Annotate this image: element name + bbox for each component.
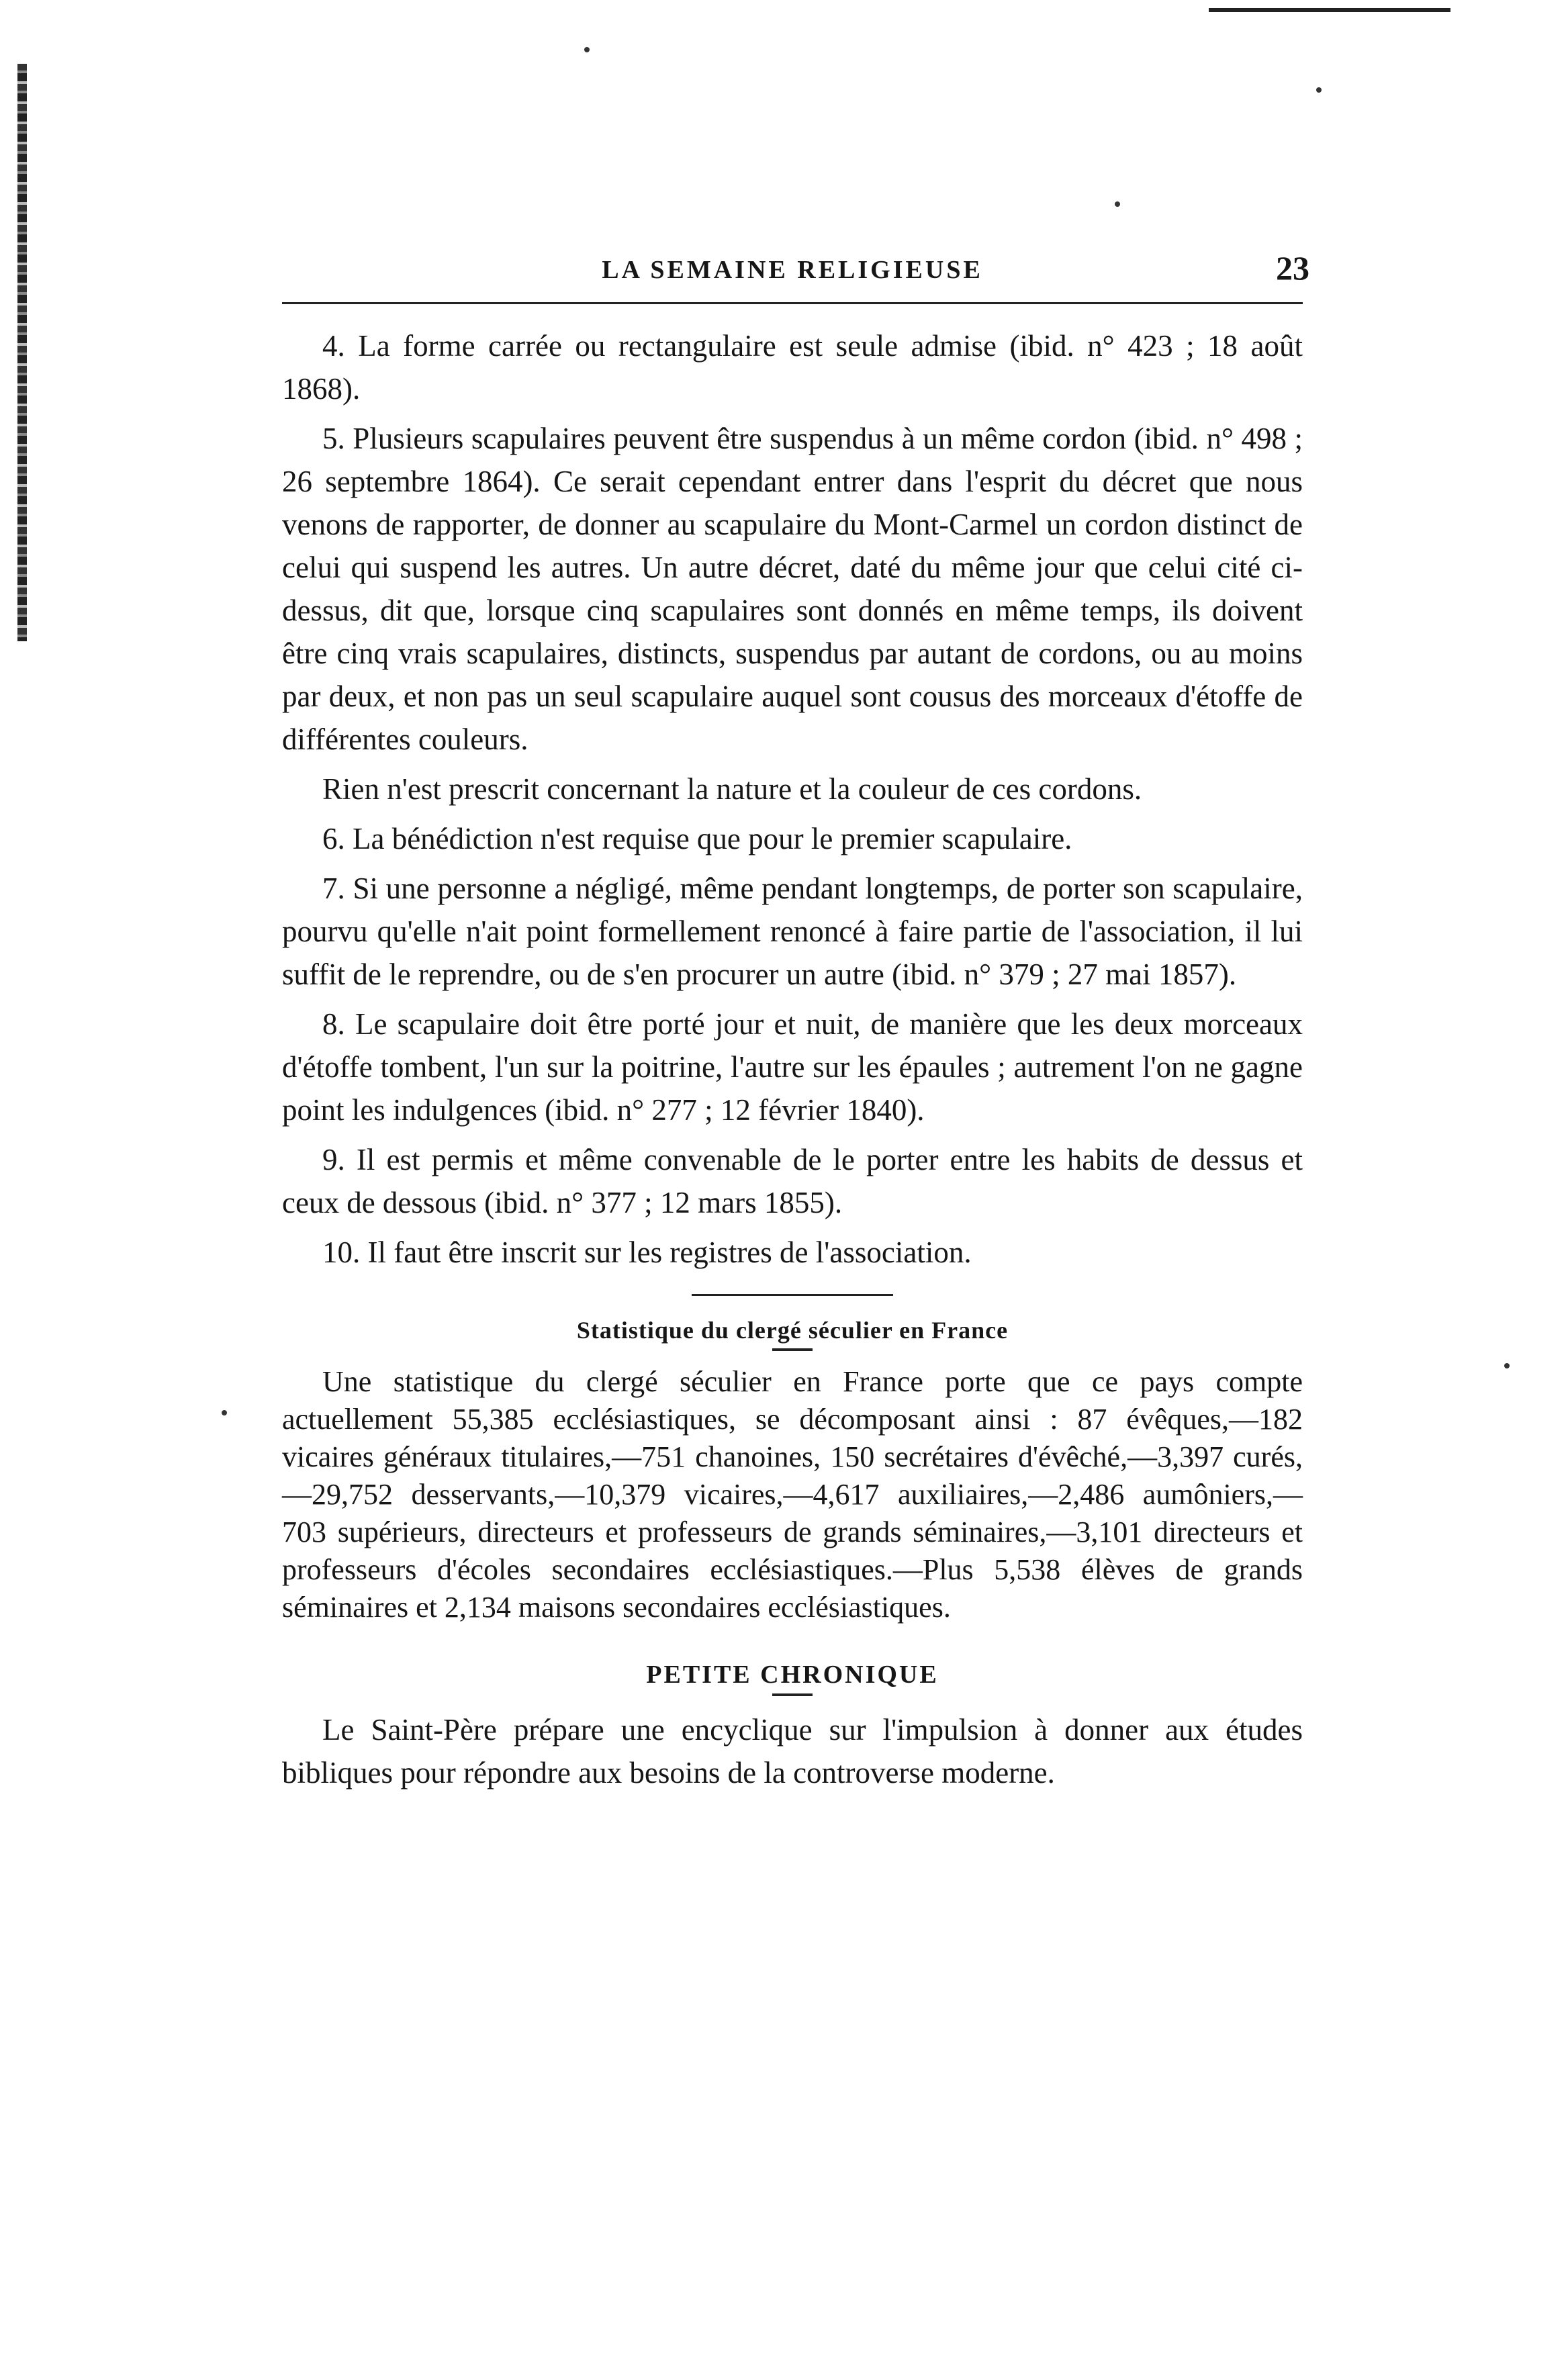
title-dash: [772, 1693, 813, 1696]
scan-speck: [1316, 87, 1322, 93]
paragraph-10: 10. Il faut être inscrit sur les registres de l'association.: [322, 1236, 972, 1269]
scan-speck: [584, 47, 590, 52]
statistique-paragraph: Une statistique du clergé séculier en France porte que ce pays compte actuellement 55,385 ecclésiastiques, se décomposant ainsi : 87 évêques,—182 vicaires généraux titulaires,—751 chanoines, 150 secrétaires d'évêché,—3,397 curés,—29,752 desservants,—10,379 vicaires,—4,617 auxiliaires,—2,486 aumôniers,—703 supérieurs, directeurs et professeurs de grands séminaires,—3,101 directeurs et professeurs d'écoles secondaires ecclésiastiques.—Plus 5,538 élèves de grands séminaires et 2,134 maisons secondaires ecclésiastiques.: [282, 1365, 1303, 1624]
scan-speck: [1504, 1363, 1510, 1368]
scan-speck: [1115, 201, 1120, 207]
running-title: LA SEMAINE RELIGIEUSE: [602, 256, 983, 284]
paragraph-4: 4. La forme carrée ou rectangulaire est seule admise (ibid. n° 423 ; 18 août 1868).: [282, 329, 1303, 406]
page-content: [282, 242, 1309, 1801]
paragraph-9: 9. Il est permis et même convenable de le porter entre les habits de dessus et ceux de dessous (ibid. n° 377 ; 12 mars 1855).: [282, 1143, 1303, 1219]
page-number: 23: [1276, 249, 1309, 287]
paragraph-7: 7. Si une personne a négligé, même pendant longtemps, de porter son scapulaire, pourvu qu'elle n'ait point formellement renoncé à faire partie de l'association, il lui suffit de le reprendre, ou de s'en procurer un autre (ibid. n° 379 ; 27 mai 1857).: [282, 872, 1303, 991]
chronique-paragraph: Le Saint-Père prépare une encyclique sur l'impulsion à donner aux études bibliques pour répondre aux besoins de la controverse moderne.: [282, 1713, 1303, 1789]
paragraph-6: 6. La bénédiction n'est requise que pour le premier scapulaire.: [322, 822, 1072, 855]
header-rule: [282, 302, 1303, 304]
section-separator: [692, 1294, 893, 1296]
top-edge-rule: [1209, 8, 1450, 12]
scan-edge-artifact: [17, 64, 27, 641]
paragraph-cordons: Rien n'est prescrit concernant la nature et la couleur de ces cordons.: [322, 772, 1142, 806]
chronique-title: PETITE CHRONIQUE: [646, 1661, 939, 1689]
statistique-title: Statistique du clergé séculier en France: [576, 1317, 1009, 1344]
scan-speck: [222, 1410, 227, 1415]
title-dash: [772, 1348, 813, 1351]
paragraph-5: 5. Plusieurs scapulaires peuvent être suspendus à un même cordon (ibid. n° 498 ; 26 septembre 1864). Ce serait cependant entrer dans l'esprit du décret que nous venons de rapporter, de donner au scapulaire du Mont-Carmel un cordon distinct de celui qui suspend les autres. Un autre décret, daté du même jour que celui cité ci-dessus, dit que, lorsque cinq scapulaires sont donnés en même temps, ils doivent être cinq vrais scapulaires, distincts, suspendus par autant de cordons, ou au moins par deux, et non pas un seul scapulaire auquel sont cousus des morceaux d'étoffe de différentes couleurs.: [282, 422, 1303, 756]
running-head: [282, 242, 1309, 295]
paragraph-8: 8. Le scapulaire doit être porté jour et nuit, de manière que les deux morceaux d'étoffe tombent, l'un sur la poitrine, l'autre sur les épaules ; autrement l'on ne gagne point les indulgences (ibid. n° 277 ; 12 février 1840).: [282, 1007, 1303, 1127]
